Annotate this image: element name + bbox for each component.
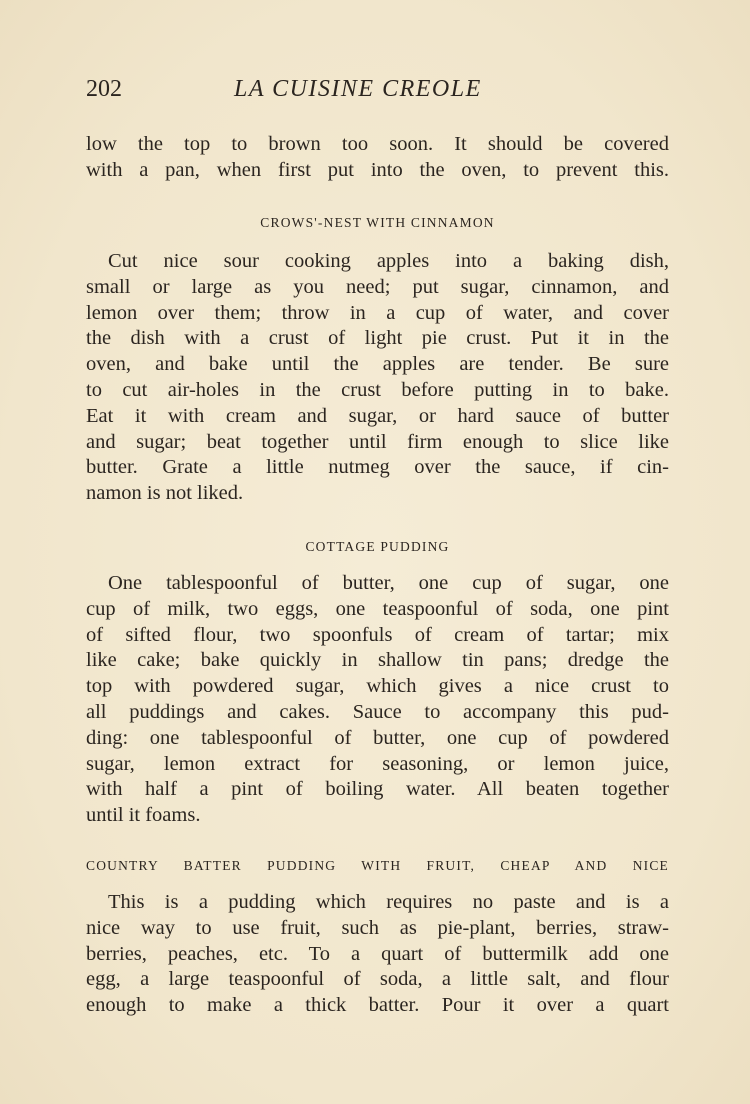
text-line: low the top to brown too soon. It should be covered bbox=[86, 133, 669, 155]
text-line: with a pan, when first put into the oven, to prevent this. bbox=[86, 158, 669, 181]
recipe-paragraph-crows-nest bbox=[86, 249, 669, 507]
text-line: oven, and bake until the apples are tender. Be sure bbox=[86, 353, 669, 376]
page-header bbox=[86, 76, 669, 108]
text-line: enough to make a thick batter. Pour it over a quart bbox=[86, 994, 669, 1017]
text-line: sugar, lemon extract for seasoning, or lemon juice, bbox=[86, 752, 669, 775]
text-line: egg, a large teaspoonful of soda, a little salt, and flour bbox=[86, 968, 669, 991]
recipe-heading-country-batter-pudding: COUNTRY BATTER PUDDING WITH FRUIT, CHEAP AND NICE bbox=[86, 858, 669, 873]
text-line: Cut nice sour cooking apples into a baking dish, bbox=[108, 250, 669, 272]
text-line: lemon over them; throw in a cup of water, and cover bbox=[86, 301, 669, 324]
text-line: butter. Grate a little nutmeg over the sauce, if cin- bbox=[86, 456, 669, 479]
text-line: all puddings and cakes. Sauce to accompany this pud- bbox=[86, 700, 669, 723]
text-line: berries, peaches, etc. To a quart of buttermilk add one bbox=[86, 942, 669, 965]
text-line: namon is not liked. bbox=[86, 482, 244, 505]
text-line: This is a pudding which requires no paste and is a bbox=[108, 891, 669, 913]
continuation-paragraph bbox=[86, 132, 669, 184]
text-line: the dish with a crust of light pie crust. Put it in the bbox=[86, 327, 669, 350]
running-title: LA CUISINE CREOLE bbox=[234, 76, 482, 102]
text-line: One tablespoonful of butter, one cup of sugar, one bbox=[108, 572, 669, 594]
text-line: and sugar; beat together until firm enough to slice like bbox=[86, 430, 669, 453]
text-line: with half a pint of boiling water. All beaten together bbox=[86, 778, 669, 801]
text-line: until it foams. bbox=[86, 804, 201, 827]
recipe-heading-crows-nest: CROWS'-NEST WITH CINNAMON bbox=[260, 215, 495, 230]
text-line: cup of milk, two eggs, one teaspoonful of soda, one pint bbox=[86, 597, 669, 620]
recipe-paragraph-cottage-pudding bbox=[86, 571, 669, 829]
recipe-paragraph-country-batter-pudding bbox=[86, 890, 669, 1019]
page-number: 202 bbox=[86, 76, 122, 102]
recipe-heading-cottage-pudding: COTTAGE PUDDING bbox=[305, 539, 450, 554]
text-line: nice way to use fruit, such as pie-plant, berries, straw- bbox=[86, 916, 669, 939]
text-line: like cake; bake quickly in shallow tin pans; dredge the bbox=[86, 649, 669, 672]
text-line: ding: one tablespoonful of butter, one cup of powdered bbox=[86, 726, 669, 749]
text-line: Eat it with cream and sugar, or hard sauce of butter bbox=[86, 404, 669, 427]
text-line: of sifted flour, two spoonfuls of cream of tartar; mix bbox=[86, 623, 669, 646]
text-line: small or large as you need; put sugar, cinnamon, and bbox=[86, 275, 669, 298]
text-line: top with powdered sugar, which gives a nice crust to bbox=[86, 675, 669, 698]
text-line: to cut air-holes in the crust before putting in to bake. bbox=[86, 378, 669, 401]
